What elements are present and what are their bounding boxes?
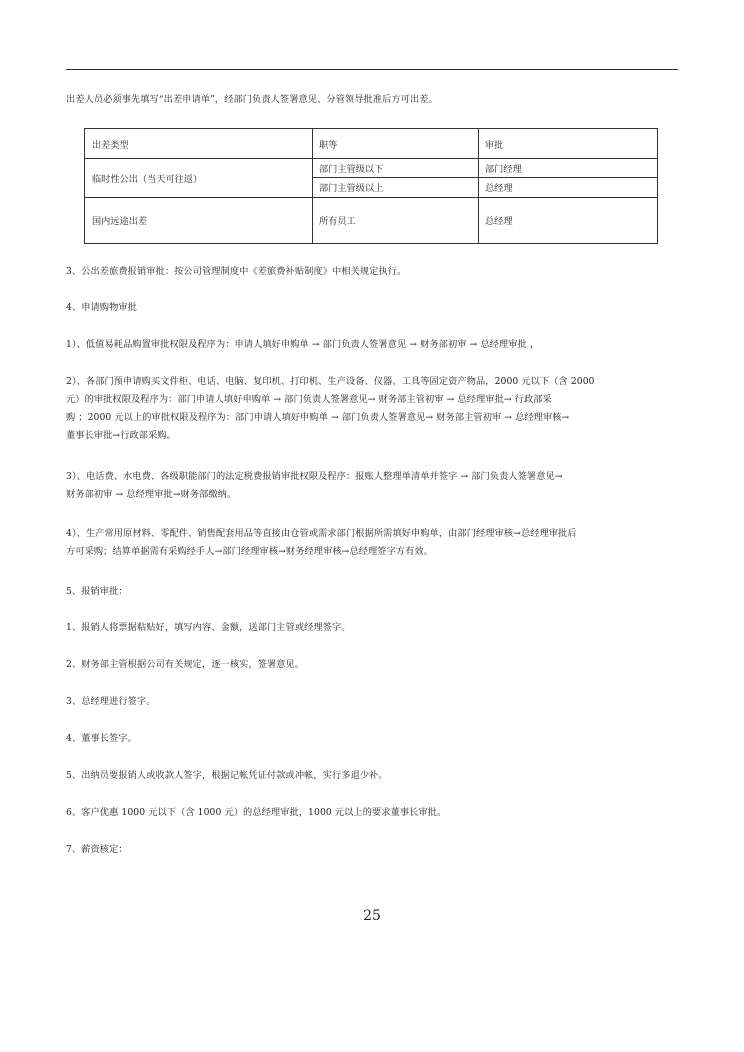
text-line: 购 ；2000 元以上的审批权限及程序为：部门申请人填好申购单 → 部门负责人签署意见→ 财务部主管初审 → 总经理审核→ xyxy=(66,412,570,423)
paragraph-step-4: 4、董事长签字。 xyxy=(66,733,137,744)
travel-approval-table xyxy=(84,128,658,244)
table-cell-row1a-approval: 部门经理 xyxy=(485,163,522,175)
paragraph-travel-reimbursement: 3、公出差旅费报销审批：按公司管理制度中《差旅费补贴制度》中相关规定执行。 xyxy=(66,266,407,277)
section-heading-purchase: 4、申请购物审批 xyxy=(66,302,137,313)
paragraph-step-3: 3、总经理进行签字。 xyxy=(66,696,156,707)
text-line: 董事长审批→行政部采购。 xyxy=(66,430,176,441)
paragraph-step-5: 5、出纳员要报销人或收款人签字，根据记帐凭证付款或冲帐，实行多退少补。 xyxy=(66,770,388,781)
paragraph-utility-fees xyxy=(66,468,682,504)
text-line: 元）的审批权限及程序为：部门申请人填好申购单 → 部门负责人签署意见→ 财务部主管初审 → 总经理审批→ 行政部采 xyxy=(66,394,552,405)
paragraph-fixed-assets xyxy=(66,373,682,445)
page-number: 25 xyxy=(363,908,381,924)
paragraph-consumables: 1）、低值易耗品购置审批权限及程序为：申请人填好申购单 → 部门负责人签署意见 → 财务部初审 → 总经理审批 ， xyxy=(66,339,540,350)
header-cell-type: 出差类型 xyxy=(92,139,129,151)
paragraph-raw-materials xyxy=(66,525,682,561)
paragraph-step-2: 2、财务部主管根据公司有关规定，逐一核实，签署意见。 xyxy=(66,659,305,670)
table-cell-row2-approval: 总经理 xyxy=(485,216,513,227)
section-heading-reimbursement: 5、报销审批： xyxy=(66,586,128,597)
text-line: 4）、生产常用原材料、零配件、销售配套用品等直接由仓管或需求部门根据所需填好申购单，由部门经理审核→总经理审批后 xyxy=(66,528,577,539)
table-cell-row2-grade: 所有员工 xyxy=(319,216,356,227)
table-cell-row1b-grade: 部门主管级以上 xyxy=(319,183,384,194)
header-rule xyxy=(66,69,678,70)
text-line: 2）、各部门预申请购买文件柜、电话、电脑、复印机、打印机、生产设备、仪器、工具等固定资产物品，2000 元以下（含 2000 xyxy=(66,376,595,387)
table-cell-row1b-approval: 总经理 xyxy=(485,183,513,194)
intro-paragraph: 出差人员必须事先填写“出差申请单”，经部门负责人签署意见、分管领导批准后方可出差。 xyxy=(66,94,438,105)
table-cell-row2-type: 国内远途出差 xyxy=(92,216,148,227)
paragraph-step-1: 1、报销人将票据粘贴好，填写内容、金额，送部门主管或经理签字。 xyxy=(66,622,351,633)
text-line: 财务部初审 → 总经理审批→财务部缴纳。 xyxy=(66,489,237,500)
table-cell-row1a-grade: 部门主管级以下 xyxy=(319,163,384,175)
text-line: 方可采购；结算单据需有采购经手人→部门经理审核→财务经理审核→总经理签字方有效。 xyxy=(66,546,434,557)
paragraph-step-7: 7、薪资核定： xyxy=(66,844,128,855)
table-cell-row1-type: 临时性公出（当天可往返） xyxy=(92,173,203,185)
header-cell-approval: 审批 xyxy=(485,139,504,151)
text-line: 3）、电话费、水电费、各级职能部门的法定税费报销审批权限及程序：报账人整理单清单并签字 → 部门负责人签署意见→ xyxy=(66,471,563,482)
header-cell-grade: 职等 xyxy=(319,139,338,151)
paragraph-step-6: 6、客户优惠 1000 元以下（含 1000 元）的总经理审批，1000 元以上的要求董事长审批。 xyxy=(66,807,447,818)
